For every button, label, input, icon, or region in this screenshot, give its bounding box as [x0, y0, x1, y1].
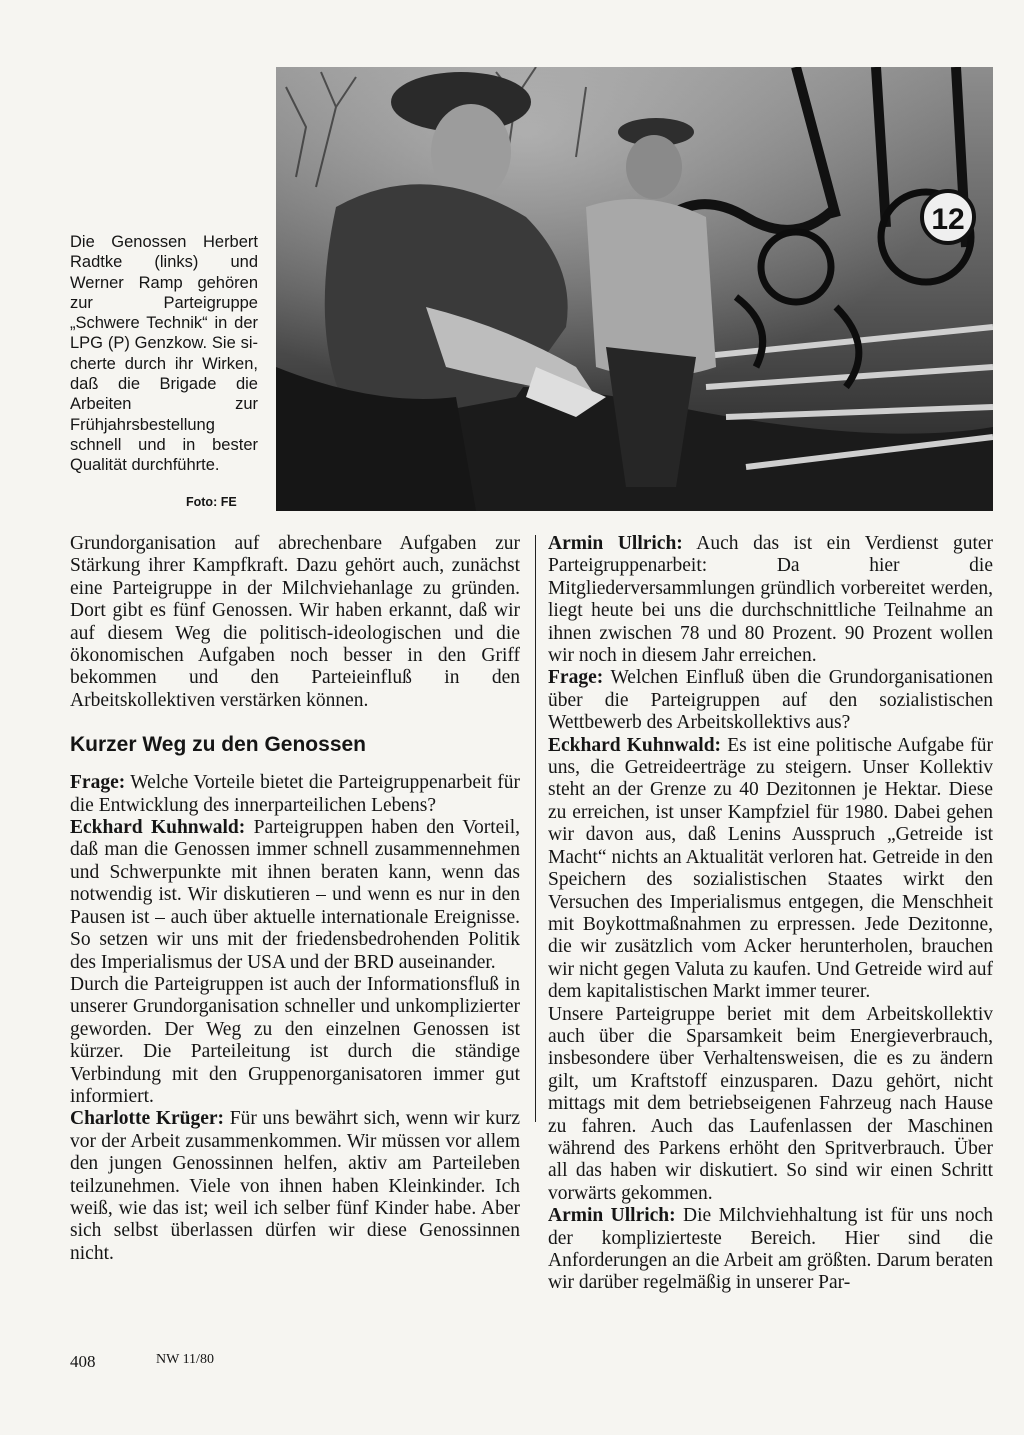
answer-3 [548, 533, 993, 667]
speaker-label: Frage: [548, 667, 604, 689]
intro-paragraph: Grundorganisation auf abrechenbare Aufgaben zur Stärkung ihrer Kampfkraft. Dazu gehört auch, zunächst eine Parteigruppe in der Milchviehanlage zu gründen. Dort gibt es fünf Genossen. Wir haben erkannt, daß wir auf diesem Weg die politisch-ideologischen und die ökonomischen Aufgaben noch besser in den Griff bekommen und den Parteieinfluß in den Arbeitskollektiven verstärken können. [70, 533, 520, 711]
speaker-label: Eckhard Kuhnwald: [70, 817, 246, 839]
speaker-label: Charlotte Krüger: [70, 1108, 225, 1130]
question-2 [548, 667, 993, 734]
column-divider [535, 535, 536, 1122]
answer-text: Es ist eine politische Aufgabe für uns, die Getreideerträge zu steigern. Unser Kollektiv steht an der Grenze zu 40 Dezitonnen je Hektar. Diese zu erreichen, ist unser Kampfziel für 1980. Dabei gehen wir davon aus, daß Lenins Ausspruch „Getreide ist Macht“ nichts an Aktualität verloren hat. Getreide in den Speichern des sozialistischen Staates wirkt den Versuchen des Imperialismus entgegen, die Menschheit mit Boykottmaßnahmen zu erpressen. Jede Dezitonne, die wir zusätzlich vom Acker herunterholen, brauchen wir nicht gegen Valuta zu kaufen. Und Getreide wird auf dem kapitalistischen Markt immer teurer. [548, 734, 993, 1003]
answer-1-continued: Durch die Parteigruppen ist auch der Informationsfluß in unserer Grundorganisation schneller und unkomplizierter geworden. Der Weg zu den einzelnen Genossen ist kürzer. Die Parteileitung ist durch die ständige Verbindung mit den Gruppenorganisatoren immer gut informiert. [70, 973, 520, 1107]
issue-label: NW 11/80 [156, 1352, 214, 1367]
plate-number: 12 [931, 203, 965, 236]
speaker-label: Eckhard Kuhnwald: [548, 734, 722, 756]
photo-credit: Foto: FE [186, 495, 237, 509]
question-1 [70, 772, 520, 817]
speaker-label: Armin Ullrich: [548, 1205, 676, 1227]
speaker-label: Frage: [70, 772, 126, 794]
question-text: Welchen Einfluß üben die Grundorganisationen über die Parteigruppen auf den sozialistischen Wettbewerb des Arbeitskollektivs aus? [548, 667, 993, 734]
answer-2 [70, 1108, 520, 1265]
caption-text: Die Genossen Herbert Radtke (links) und Werner Ramp gehören zur Parteigruppe „Schwere Technik“ in der LPG (P) Genzkow. Sie sicherte durch ihr Wirken, daß die Brigade die Arbeiten zur Frühjahrsbestellung schnell und in bester Qualität durchführte. [70, 233, 258, 475]
answer-5 [548, 1205, 993, 1295]
answer-text: Auch das ist ein Verdienst guter Parteigruppenarbeit: Da hier die Mitgliederversammlungen gründlich vorbereitet werden, liegt heute bei uns die durchschnittliche Teilnahme an ihnen zwischen 78 und 80 Prozent. 90 Prozent wollen wir noch in diesem Jahr erreichen. [548, 533, 994, 667]
answer-4 [548, 735, 993, 1004]
answer-4-continued: Unsere Parteigruppe beriet mit dem Arbeitskollektiv auch über die Sparsamkeit beim Energieverbrauch, insbesondere über Verhaltensweisen, die es zu ändern gilt, um Kraftstoff einzusparen. Dazu gehört, nicht mittags mit dem betriebseigenen Fahrzeug nach Hause zu fahren. Auch das Laufenlassen der Maschinen während des Parkens erhöht den Spritverbrauch. Über all das haben wir diskutiert. So sind wir einen Schritt vorwärts gekommen. [548, 1003, 993, 1204]
speaker-label: Armin Ullrich: [548, 533, 683, 554]
right-column [548, 533, 993, 1295]
page-number: 408 [70, 1352, 96, 1371]
photo-illustration [276, 67, 993, 511]
photo-farm-workers [276, 67, 993, 511]
answer-1 [70, 817, 520, 974]
question-text: Welche Vorteile bietet die Parteigruppenarbeit für die Entwicklung des innerparteilichen Lebens? [70, 772, 520, 816]
answer-text: Parteigruppen haben den Vorteil, daß man die Genossen immer schnell zusammennehmen und Schwerpunkte mit ihnen beraten kann, wenn das notwendig ist. Wir diskutieren – und wenn es nur in den Pausen ist – auch über aktuelle internationale Ereignisse. So setzen wir uns mit der friedensbedrohenden Politik des Imperialismus der USA und der BRD auseinander. [70, 817, 520, 973]
photo-caption [70, 232, 258, 476]
answer-text: Die Milchviehhaltung ist für uns noch der komplizierteste Bereich. Hier sind die Anforderungen an die Arbeit am größten. Darum beraten wir darüber regelmäßig in unserer Par- [548, 1205, 994, 1294]
answer-text: Für uns bewährt sich, wenn wir kurz vor der Arbeit zusammenkommen. Wir müssen vor allem den jungen Genossinnen helfen, aktiv am Parteileben teilzunehmen. Viele von ihnen haben Kleinkinder. Ich weiß, wie das ist; weil ich selber fünf Kinder habe. Aber sich selbst überlassen dürfen wir diese Genossinnen nicht. [70, 1108, 520, 1264]
left-column [70, 533, 520, 1265]
section-heading: Kurzer Weg zu den Genossen [70, 733, 366, 757]
